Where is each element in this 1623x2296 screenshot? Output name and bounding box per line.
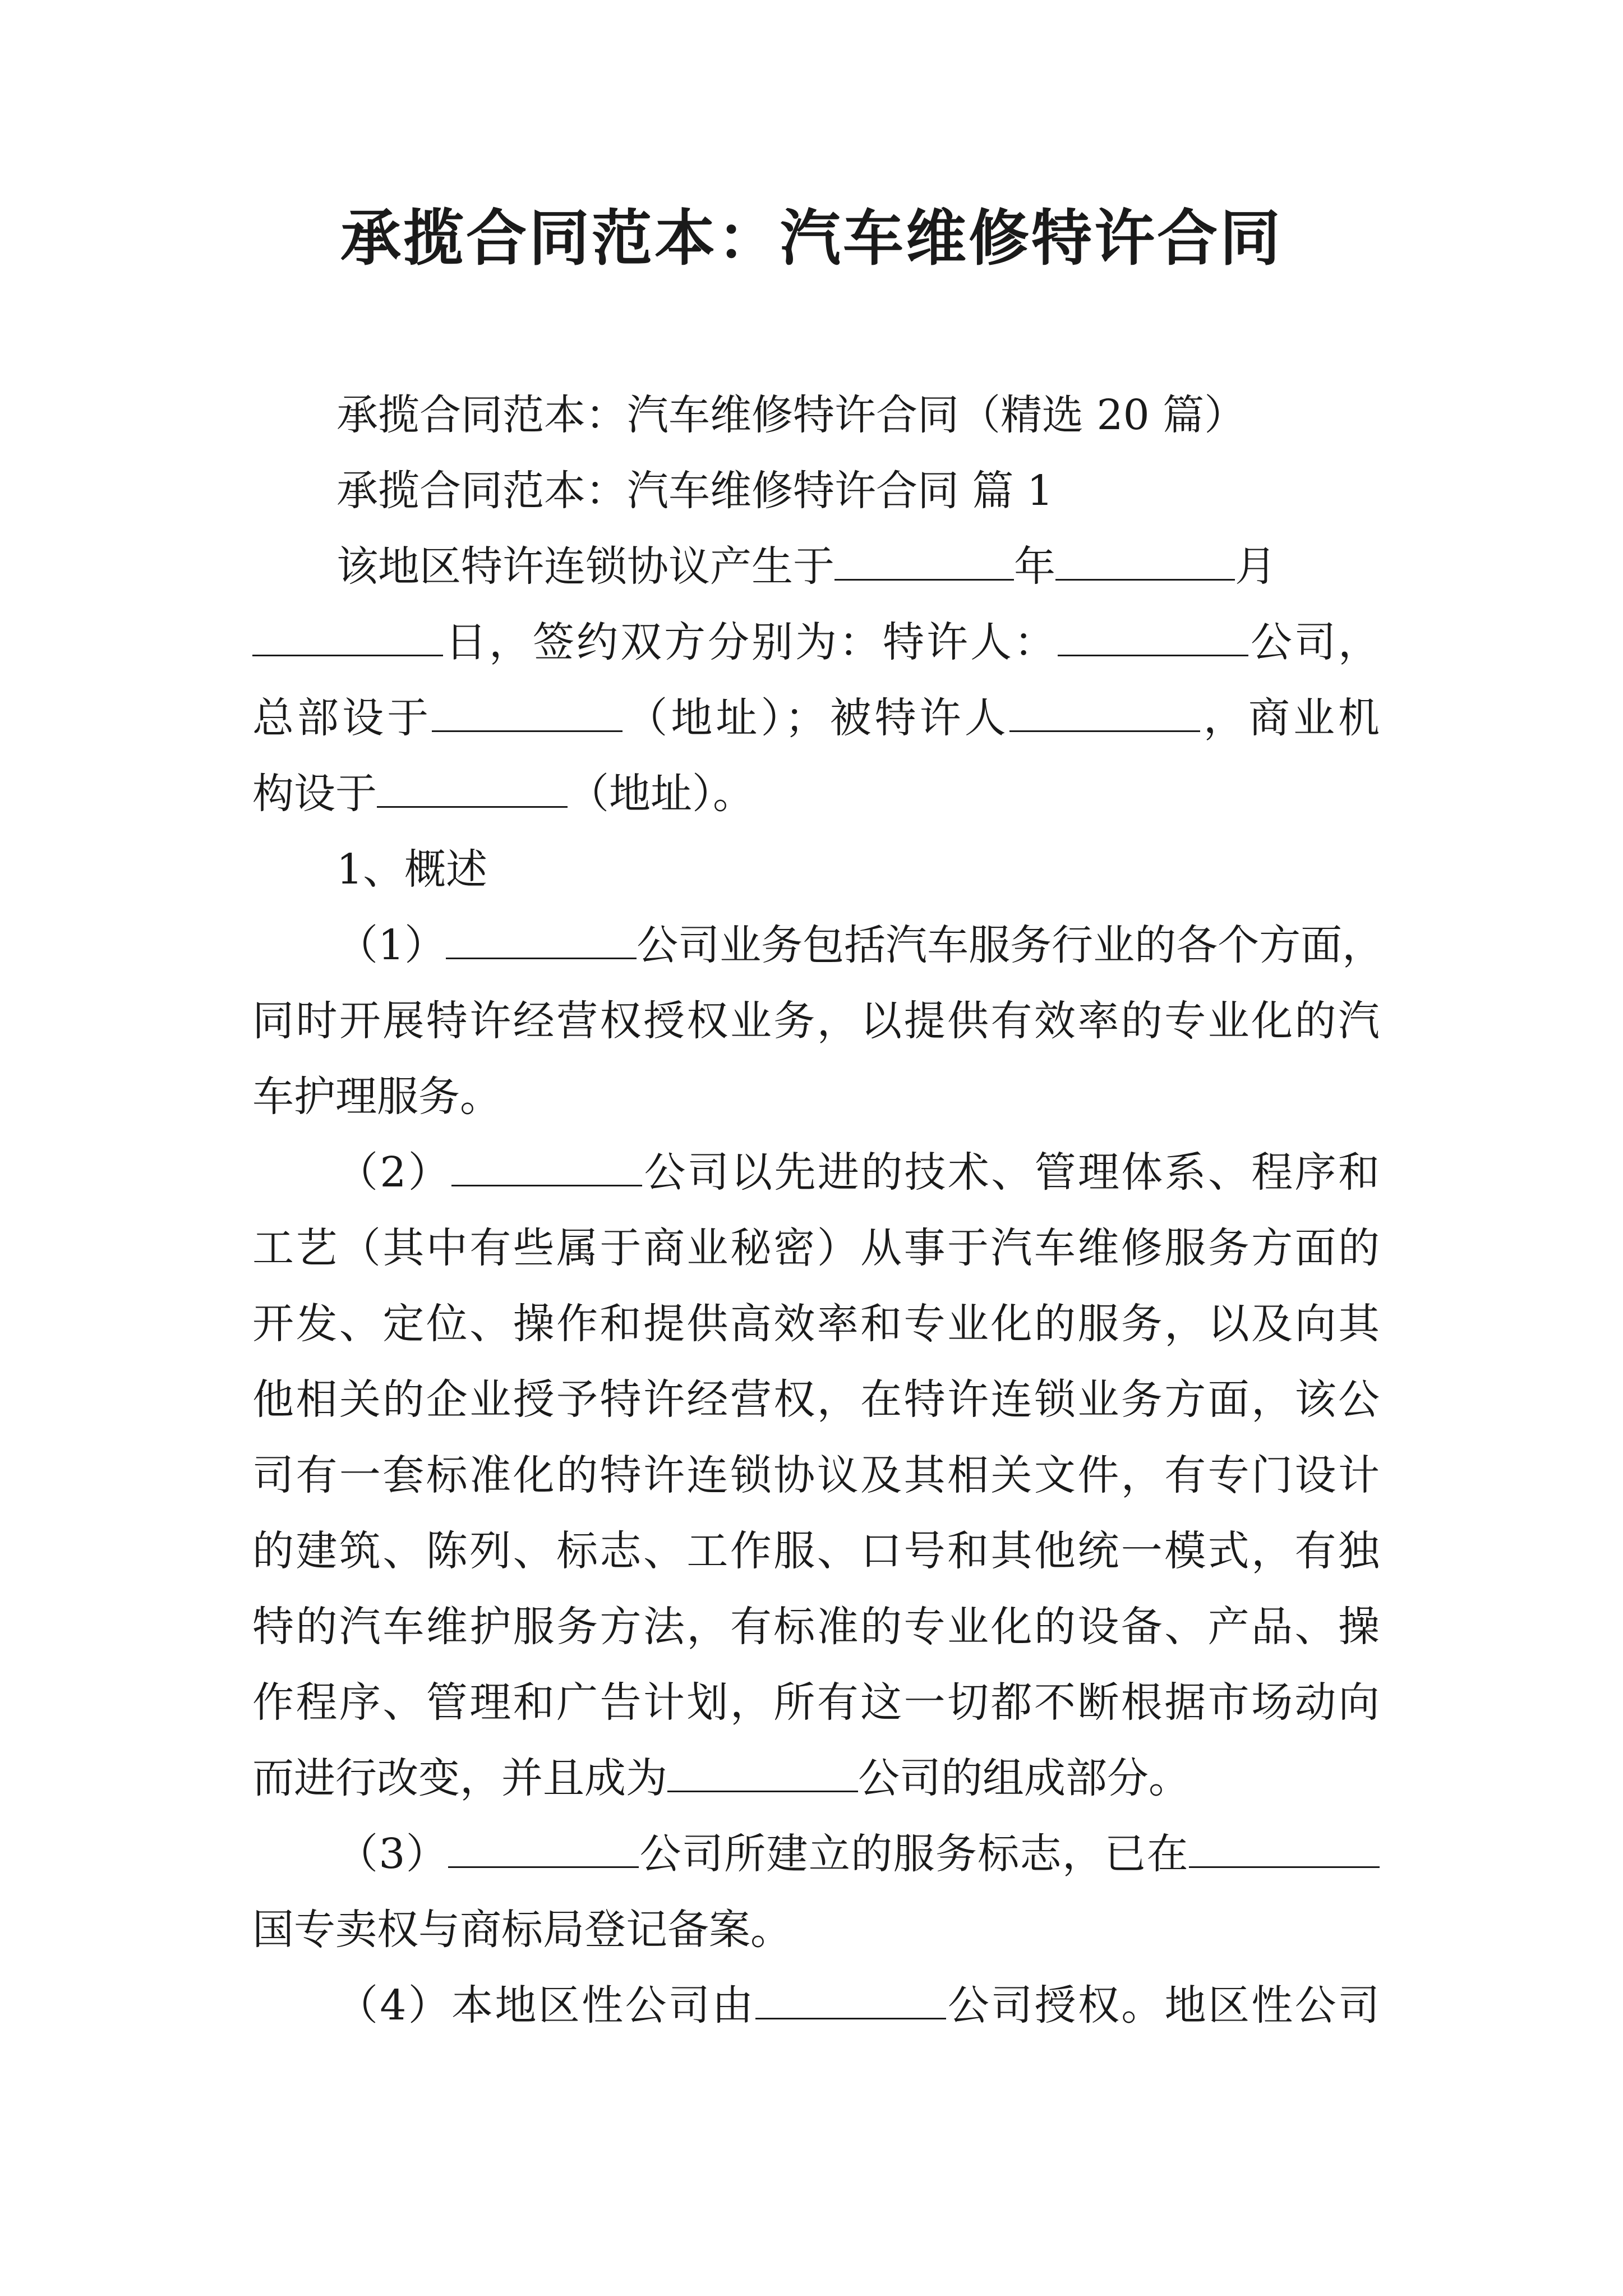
fill-blank: [1058, 619, 1248, 656]
fill-blank: [252, 619, 443, 656]
fill-blank: [667, 1755, 858, 1792]
paragraph-line: 工艺（其中有些属于商业秘密）从事于汽车维修服务方面的: [252, 1224, 1380, 1272]
fill-blank: [446, 922, 637, 959]
fill-blank: [432, 694, 623, 732]
text-segment: 公司以先进的技术、管理体系、程序和: [642, 1148, 1380, 1197]
text-segment: ，商业机: [1200, 694, 1380, 742]
text-segment: 公司所建立的服务标志，已在: [639, 1830, 1189, 1878]
paragraph-line: [252, 690, 1380, 746]
text-segment: 月: [1235, 542, 1276, 591]
text-segment: 公司的组成部分。: [858, 1754, 1190, 1802]
document-title: 承揽合同范本：汽车维修特许合同: [340, 203, 1283, 274]
text-segment: 而进行改变，并且成为: [252, 1754, 667, 1802]
fill-blank: [1055, 543, 1235, 581]
paragraph-line: 国专卖权与商标局登记备案。: [252, 1906, 792, 1954]
paragraph-line: [252, 614, 1380, 670]
text-segment: （1）: [336, 921, 446, 969]
text-segment: （4）本地区性公司由: [336, 1981, 755, 2030]
text-segment: 该地区特许连锁协议产生于: [336, 542, 834, 591]
text-segment: 构设于: [252, 770, 377, 818]
paragraph-line: 司有一套标准化的特许连锁协议及其相关文件，有专门设计: [252, 1451, 1380, 1499]
fill-blank: [377, 770, 568, 808]
paragraph-line: [252, 1750, 1190, 1806]
paragraph-line: [336, 1977, 1380, 2033]
fill-blank: [834, 543, 1014, 581]
text-segment: 日，签约双方分别为：特许人：: [443, 618, 1058, 666]
text-segment: 公司授权。地区性公司: [946, 1981, 1380, 2030]
fill-blank: [1009, 694, 1200, 732]
fill-blank: [1189, 1830, 1380, 1868]
paragraph-line: 作程序、管理和广告计划，所有这一切都不断根据市场动向: [252, 1678, 1380, 1727]
paragraph-line: [336, 539, 1276, 595]
fill-blank: [755, 1982, 946, 2019]
text-segment: 公司业务包括汽车服务行业的各个方面，: [637, 921, 1384, 969]
paragraph-line: 他相关的企业授予特许经营权，在特许连锁业务方面，该公: [252, 1375, 1380, 1424]
paragraph-line: 车护理服务。: [252, 1073, 501, 1121]
text-segment: （3）: [336, 1830, 449, 1878]
paragraph-line: 特的汽车维护服务方法，有标准的专业化的设备、产品、操: [252, 1603, 1380, 1651]
paragraph-line: [252, 766, 754, 822]
paragraph-line: 的建筑、陈列、标志、工作服、口号和其他统一模式，有独: [252, 1527, 1380, 1575]
paragraph-line: [336, 1826, 1380, 1882]
section-heading: 1、概述: [336, 845, 488, 894]
text-segment: （地址）；被特许人: [623, 694, 1009, 742]
text-segment: 年: [1014, 542, 1055, 591]
intro-line-2: 承揽合同范本：汽车维修特许合同 篇 1: [336, 467, 1054, 515]
paragraph-line: 开发、定位、操作和提供高效率和专业化的服务，以及向其: [252, 1300, 1380, 1348]
paragraph-line: [336, 917, 1384, 973]
fill-blank: [451, 1149, 642, 1186]
text-segment: （地址）。: [568, 770, 754, 818]
text-segment: （2）: [336, 1148, 452, 1197]
intro-line-1: 承揽合同范本：汽车维修特许合同（精选 20 篇）: [336, 391, 1246, 439]
fill-blank: [448, 1830, 639, 1868]
text-segment: 总部设于: [252, 694, 432, 742]
paragraph-line: [336, 1144, 1380, 1200]
text-segment: 公司，: [1248, 618, 1380, 666]
paragraph-line: 同时开展特许经营权授权业务，以提供有效率的专业化的汽: [252, 997, 1380, 1045]
